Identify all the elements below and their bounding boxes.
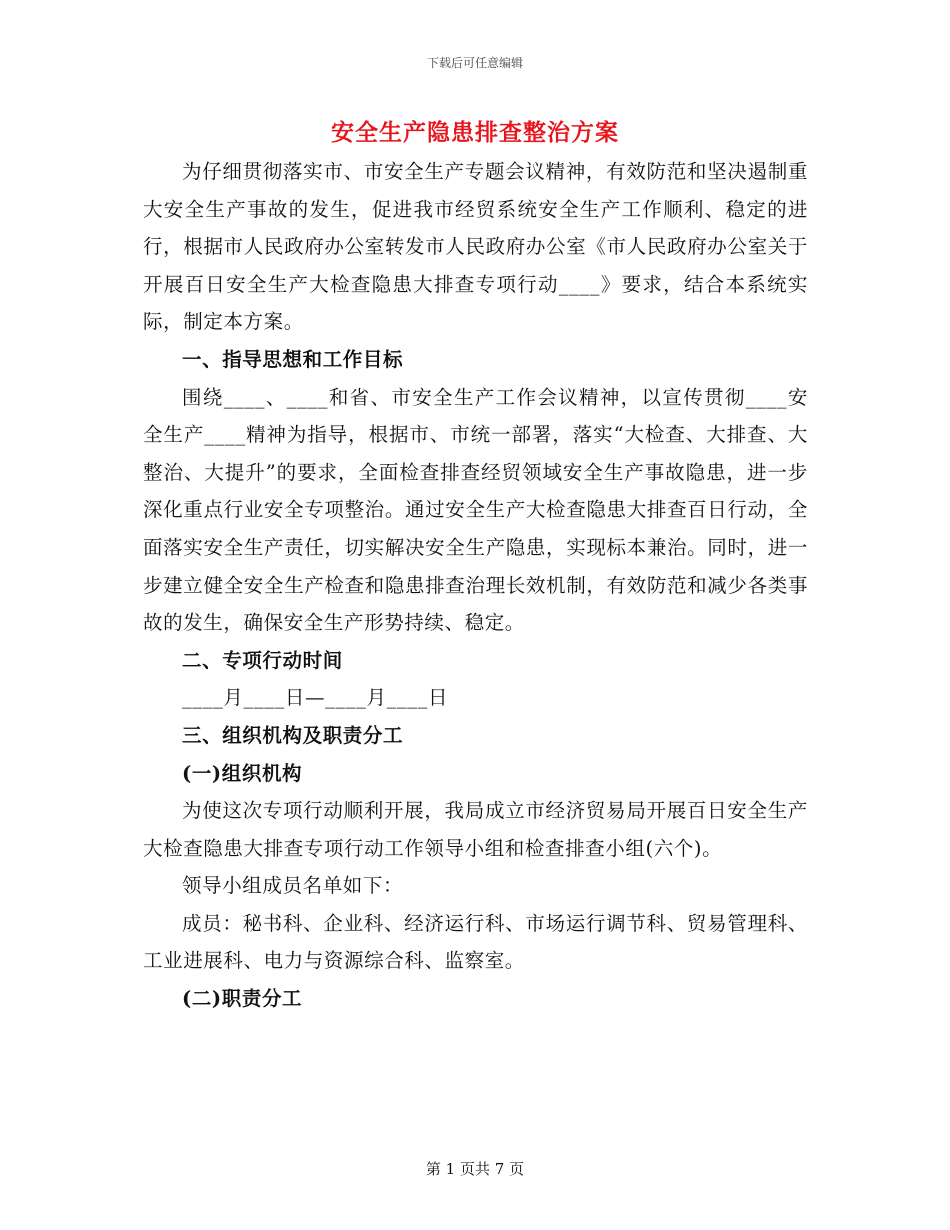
subsection-heading-duties: (二)职责分工 — [182, 987, 303, 1011]
section-heading-1: 一、指导思想和工作目标 — [182, 347, 404, 371]
section-heading-2: 二、专项行动时间 — [182, 648, 343, 672]
leader-list-intro: 领导小组成员名单如下： — [182, 874, 404, 898]
document-body — [143, 153, 808, 1018]
action-date-range: ____月____日—____月____日 — [182, 686, 449, 710]
section-heading-3: 三、组织机构及职责分工 — [182, 723, 404, 747]
organization-paragraph: 为使这次专项行动顺利开展，我局成立市经济贸易局开展百日安全生产大检查隐患大排查专项行动工作领导小组和检查排查小组(六个)。 — [143, 799, 808, 860]
page-footer: 第 1 页共 7 页 — [425, 1160, 525, 1178]
intro-paragraph: 为仔细贯彻落实市、市安全生产专题会议精神，有效防范和坚决遏制重大安全生产事故的发生，促进我市经贸系统安全生产工作顺利、稳定的进行，根据市人民政府办公室转发市人民政府办公室《市人民政府办公室关于开展百日安全生产大检查隐患大排查专项行动____》要求，结合本系统实际，制定本方案。 — [143, 160, 808, 334]
subsection-heading-organization: (一)组织机构 — [182, 761, 303, 785]
document-title: 安全生产隐患排查整治方案 — [331, 119, 619, 146]
page-header: 下载后可任意编辑 — [426, 56, 523, 70]
members-paragraph: 成员：秘书科、企业科、经济运行科、市场运行调节科、贸易管理科、工业进展科、电力与资源综合科、监察室。 — [143, 911, 808, 973]
section-1-paragraph: 围绕____、____和省、市安全生产工作会议精神，以宣传贯彻____安全生产____精神为指导，根据市、市统一部署，落实“大检查、大排查、大整治、大提升”的要求，全面检查排查经贸领域安全生产事故隐患，进一步深化重点行业安全专项整治。通过安全生产大检查隐患大排查百日行动，全面落实安全生产责任，切实解决安全生产隐患，实现标本兼治。同时，进一步建立健全安全生产检查和隐患排查治理长效机制，有效防范和减少各类事故的发生，确保安全生产形势持续、稳定。 — [143, 385, 808, 635]
